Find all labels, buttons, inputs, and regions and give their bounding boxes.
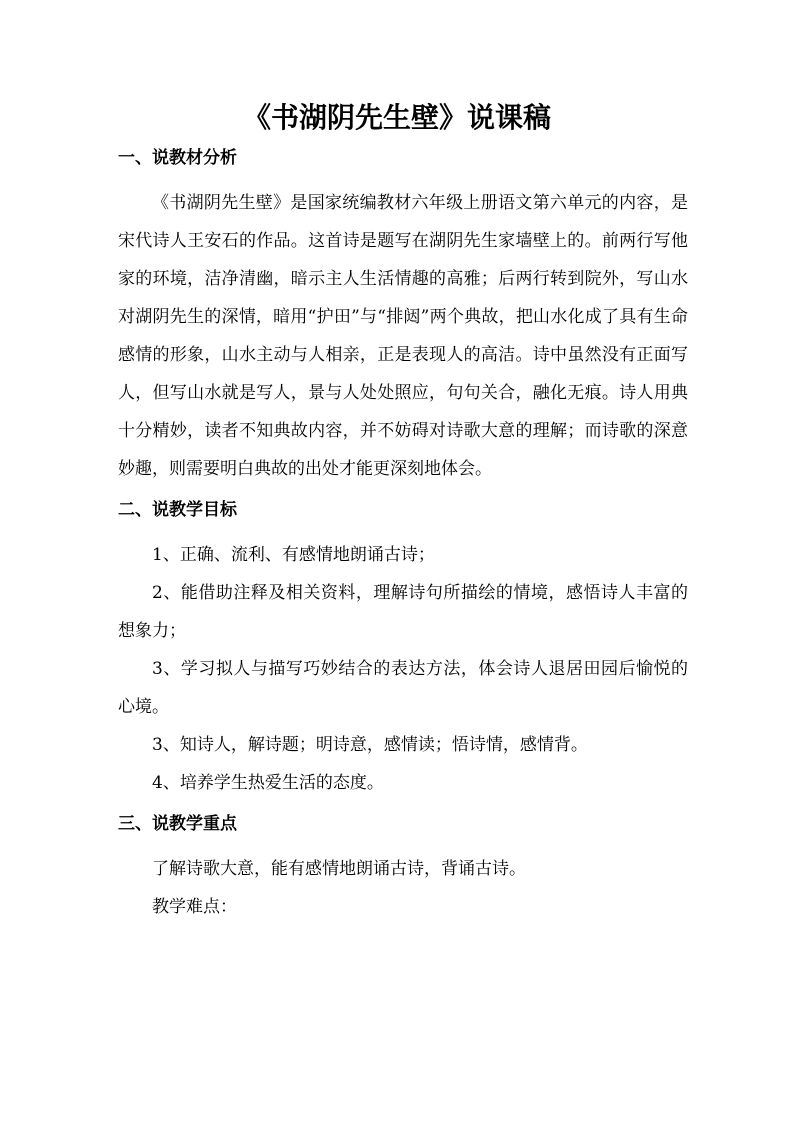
teaching-focus-paragraph: 了解诗歌大意，能有感情地朗诵古诗，背诵古诗。 [152, 859, 526, 879]
section-heading-teaching-goals: 二、说教学目标 [118, 500, 237, 520]
teaching-goal-item: 3、知诗人，解诗题；明诗意，感情读；悟诗情，感情背。 [152, 735, 588, 755]
teaching-goal-item: 3、学习拟人与描写巧妙结合的表达方法，体会诗人退居田园后愉悦的心境。 [118, 659, 688, 717]
section-heading-teaching-focus: 三、说教学重点 [118, 814, 237, 834]
section-heading-textbook-analysis: 一、说教材分析 [118, 148, 237, 168]
document-title: 《书湖阴先生壁》说课稿 [242, 101, 551, 134]
teaching-goal-item: 2、能借助注释及相关资料，理解诗句所描绘的情境，感悟诗人丰富的想象力； [118, 583, 688, 641]
teaching-goal-item: 4、培养学生热爱生活的态度。 [152, 773, 384, 793]
document-body [118, 146, 688, 926]
teaching-difficulty-label: 教学难点： [152, 897, 237, 917]
textbook-analysis-paragraph: 《书湖阴先生壁》是国家统编教材六年级上册语文第六单元的内容，是宋代诗人王安石的作品。这首诗是题写在湖阴先生家墙壁上的。前两行写他家的环境，洁净清幽，暗示主人生活情趣的高雅；后两行转到院外，写山水对湖阴先生的深情，暗用“护田”与“排闼”两个典故，把山水化成了具有生命感情的形象，山水主动与人相亲，正是表现人的高洁。诗中虽然没有正面写人，但写山水就是写人，景与人处处照应，句句关合，融化无痕。诗人用典十分精妙，读者不知典故内容，并不妨碍对诗歌大意的理解；而诗歌的深意妙趣，则需要明白典故的出处才能更深刻地体会。 [118, 193, 688, 479]
teaching-goal-item: 1、正确、流利、有感情地朗诵古诗； [152, 545, 435, 565]
